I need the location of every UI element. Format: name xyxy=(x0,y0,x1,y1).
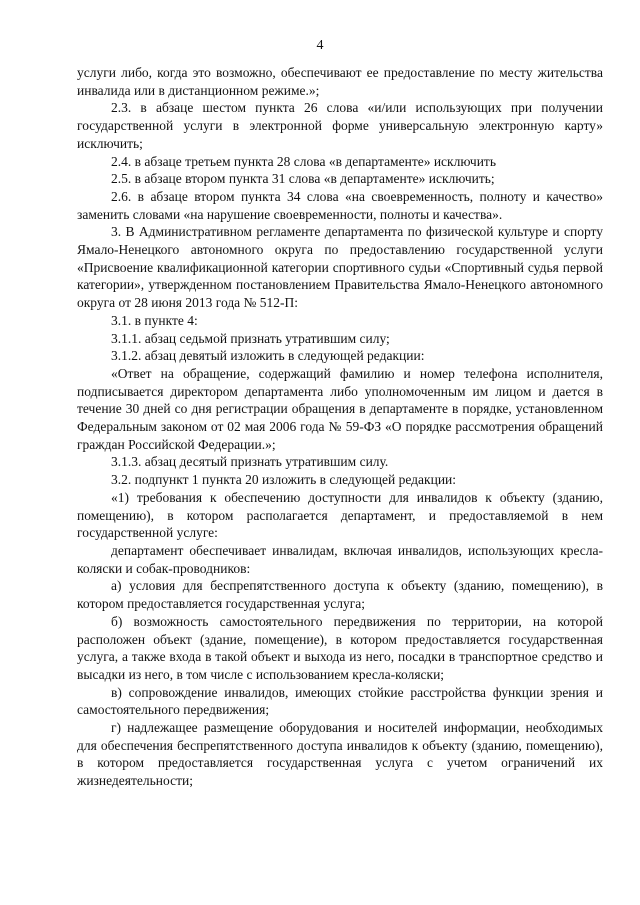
paragraph-3: 3. В Административном регламенте департамента по физической культуре и спорту Ямало-Ненецкого автономного округа по предоставлению государственной услуги «Присвоение квалификационной категории спортивного судьи «Спортивный судья первой категории», утвержденном постановлением Правительства Ямало-Ненецкого автономного округа от 28 июня 2013 года № 512-П: xyxy=(77,224,603,311)
paragraph-2-3: 2.3. в абзаце шестом пункта 26 слова «и/или использующих при получении государственной услуги в электронной форме универсальную электронную карту» исключить; xyxy=(77,100,603,151)
paragraph-requirement-1: «1) требования к обеспечению доступности для инвалидов к объекту (зданию, помещению), в котором располагается департамент, и предоставляемой в нем государственной услуге: xyxy=(77,489,603,541)
document-body xyxy=(77,64,603,790)
paragraph-2-4: 2.4. в абзаце третьем пункта 28 слова «в департаменте» исключить xyxy=(111,153,496,169)
paragraph-item-a: а) условия для беспрепятственного доступа к объекту (зданию, помещению), в котором предоставляется государственная услуга; xyxy=(77,578,603,612)
paragraph-3-1-1: 3.1.1. абзац седьмой признать утратившим силу; xyxy=(111,330,390,346)
paragraph-item-g: г) надлежащее размещение оборудования и носителей информации, необходимых для обеспечения беспрепятственного доступа инвалидов к объекту (зданию, помещению), в котором предоставляется государственная услуга с учетом ограничений их жизнедеятельности; xyxy=(77,720,603,789)
paragraph-3-1-3: 3.1.3. абзац десятый признать утратившим силу. xyxy=(111,454,389,470)
paragraph-2-5: 2.5. в абзаце втором пункта 31 слова «в департаменте» исключить; xyxy=(111,171,495,187)
paragraph-3-2: 3.2. подпункт 1 пункта 20 изложить в следующей редакции: xyxy=(111,472,457,488)
paragraph-department-provides: департамент обеспечивает инвалидам, включая инвалидов, использующих кресла-коляски и собак-проводников: xyxy=(77,542,603,576)
paragraph-2-6: 2.6. в абзаце втором пункта 34 слова «на своевременность, полноту и качество» заменить словами «на нарушение своевременности, полноты и качества». xyxy=(77,188,603,222)
paragraph-item-v: в) сопровождение инвалидов, имеющих стойкие расстройства функции зрения и самостоятельного передвижения; xyxy=(77,684,603,718)
paragraph-continuation: услуги либо, когда это возможно, обеспечивают ее предоставление по месту жительства инвалида или в дистанционном режиме.»; xyxy=(77,65,603,98)
paragraph-quoted-answer: «Ответ на обращение, содержащий фамилию и номер телефона исполнителя, подписывается директором департамента либо уполномоченным им лицом и дается в течение 30 дней со дня регистрации обращения в департаменте в порядке, установленном Федеральным законом от 02 мая 2006 года № 59-ФЗ «О порядке рассмотрения обращений граждан Российской Федерации.»; xyxy=(77,365,603,452)
page-number: 4 xyxy=(316,38,324,53)
paragraph-item-b: б) возможность самостоятельного передвижения по территории, на которой расположен объект (здание, помещение), в котором предоставляется государственная услуга, а также входа в такой объект и выхода из него, посадки в транспортное средство и высадки из него, в том числе с использованием кресла-коляски; xyxy=(77,613,603,682)
paragraph-3-1-2: 3.1.2. абзац девятый изложить в следующей редакции: xyxy=(111,348,425,364)
paragraph-3-1: 3.1. в пункте 4: xyxy=(111,312,198,328)
